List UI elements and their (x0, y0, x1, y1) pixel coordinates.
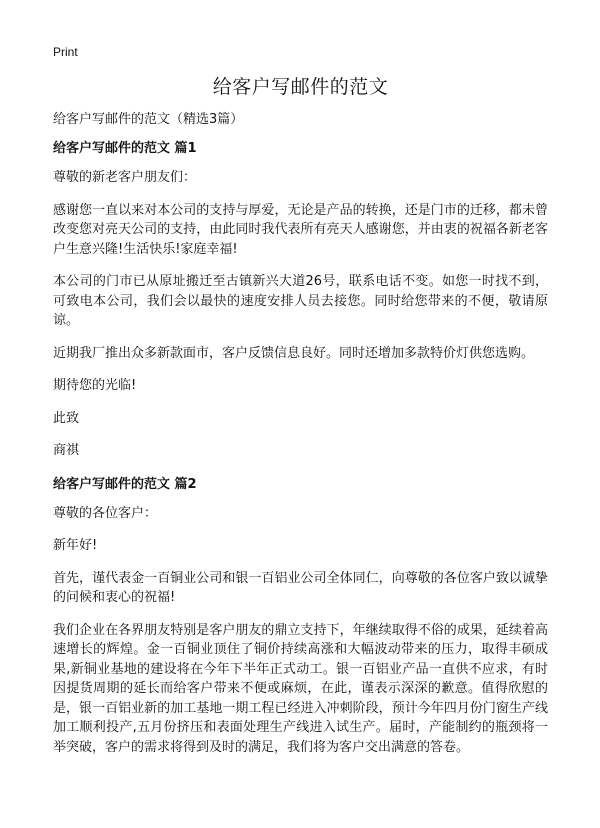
section-2 (53, 474, 548, 758)
closing-regards: 商祺 (53, 443, 80, 458)
print-label: Print (53, 45, 78, 59)
body-paragraph: 本公司的门市已从原址搬迁至古镇新兴大道26号，联系电话不变。如您一时找不到，可致电本公司，我们会以最快的速度安排人员去接您。同时给您带来的不便，敬请原谅。 (53, 274, 548, 328)
greeting-paragraph: 尊敬的新老客户朋友们： (53, 170, 197, 185)
closing-paragraph: 期待您的光临! (53, 378, 137, 393)
body-paragraph: 首先，谨代表金一百铜业公司和银一百铝业公司全体同仁，向尊敬的各位客户致以诚挚的问候和衷心的祝福! (53, 570, 548, 605)
greeting-line: 新年好! (53, 538, 98, 553)
document-subtitle: 给客户写邮件的范文（精选3篇） (53, 112, 244, 127)
body-paragraph: 近期我厂推出众多新款面市，客户反馈信息良好。同时还增加多款特价灯供您选购。 (53, 345, 535, 361)
section-heading: 给客户写邮件的范文 篇1 (53, 141, 197, 156)
closing-salutation: 此致 (53, 410, 80, 426)
section-1 (53, 138, 548, 461)
greeting-paragraph: 尊敬的各位客户： (53, 505, 158, 521)
body-paragraph: 感谢您一直以来对本公司的支持与厚爱，无论是产品的转换，还是门市的迁移，都未曾改变您对亮天公司的支持，由此同时我代表所有亮天人感谢您，并由衷的祝福各新老客户生意兴隆!生活快乐!家庭幸福! (53, 202, 548, 257)
body-paragraph: 我们企业在各界朋友特别是客户朋友的鼎立支持下，年继续取得不俗的成果，延续着高速增长的辉煌。金一百铜业顶住了铜价持续高涨和大幅波动带来的压力，取得丰硕成果,新铜业基地的建设将在今年下半年正式动工。银一百铝业产品一直供不应求，有时因提货周期的延长而给客户带来不便或麻烦，在此，谨表示深深的歉意。值得欣慰的是，银一百铝业新的加工基地一期工程已经进入冲刺阶段，预计今年四月份门窗生产线加工顺利投产,五月份挤压和表面处理生产线进入试生产。届时，产能制约的瓶颈将一举突破，客户的需求将得到及时的满足，我们将为客户交出满意的答卷。 (53, 622, 548, 755)
section-heading: 给客户写邮件的范文 篇2 (53, 476, 197, 492)
document-title: 给客户写邮件的范文 (212, 76, 389, 98)
